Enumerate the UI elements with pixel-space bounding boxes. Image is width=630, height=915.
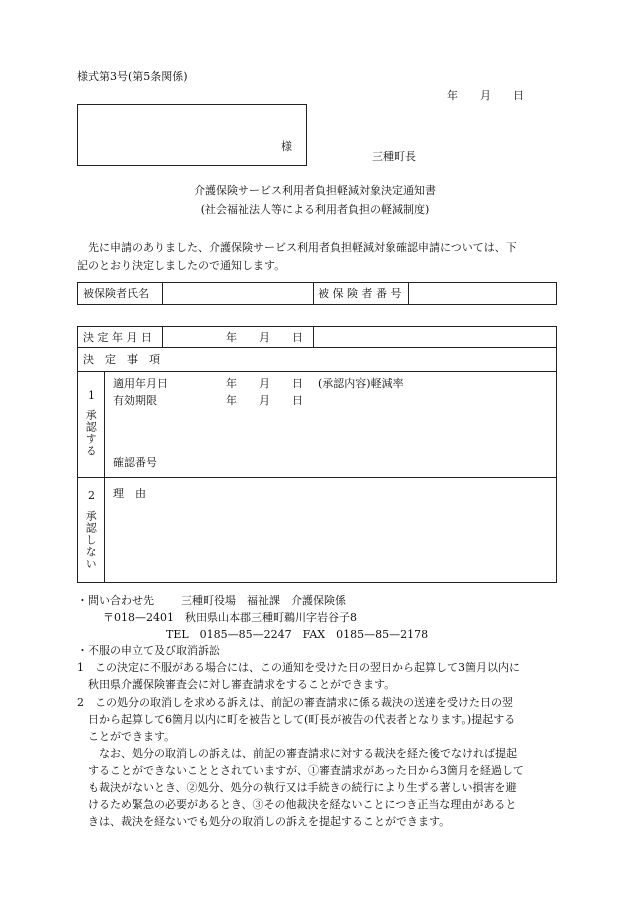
- divider: [313, 283, 314, 304]
- form-number: 様式第3号(第5条関係): [77, 70, 188, 83]
- valid-period-value: 年 月 日: [226, 394, 303, 407]
- divider: [78, 371, 556, 372]
- appeal-p2-line-1: 2 この処分の取消しを求める訴えは、前記の審査請求に係る裁決の送達を受けた日の翌: [77, 696, 513, 709]
- date-line: 年 月 日: [447, 89, 524, 102]
- appeal-p1-line-2: 秋田県介護保険審査会に対し審査請求をすることができます。: [88, 678, 396, 691]
- decision-date-label: 決 定 年 月 日: [83, 331, 152, 344]
- appeal-p3-line-2: することができないこととされていますが、①審査請求があった日から3箇月を経過して: [88, 764, 524, 777]
- decision-table: [77, 326, 557, 583]
- appeal-heading: ・不服の申立て及び取消訴訟: [77, 644, 220, 657]
- appeal-p3-line-4: けるため緊急の必要があるとき、③その他裁決を経ないことにつき正当な理由があると: [88, 798, 517, 811]
- addressee-suffix: 様: [281, 140, 292, 153]
- issuer: 三種町長: [372, 150, 416, 163]
- appeal-p3-line-5: きは、裁決を経ないでも処分の取消しの訴えを提起することができます。: [88, 815, 451, 828]
- divider: [408, 283, 409, 304]
- intro-line-2: 記のとおり決定しましたので通知します。: [77, 259, 286, 272]
- decision-items-label: 決 定 事 項: [83, 353, 160, 366]
- insured-name-label: 被保険者氏名: [83, 287, 149, 300]
- deny-label: 承認しない: [84, 510, 98, 570]
- appeal-p3-line-1: なお、処分の取消しの訴えは、前記の審査請求に対する裁決を経た後でなければ提起: [88, 747, 517, 760]
- start-date-label: 適用年月日: [113, 377, 168, 390]
- appeal-p2-line-3: ことができます。: [88, 730, 176, 743]
- contact-heading: ・問い合わせ先: [77, 594, 154, 607]
- confirmation-number-label: 確認番号: [113, 456, 157, 469]
- valid-period-label: 有効期限: [113, 394, 157, 407]
- reason-label: 理 由: [113, 487, 146, 500]
- contact-office: 三種町役場 福祉課 介護保険係: [181, 594, 346, 607]
- deny-number: 2: [88, 489, 95, 502]
- insured-table: [77, 282, 557, 305]
- document-subtitle: (社会福祉法人等による利用者負担の軽減制度): [200, 203, 430, 216]
- divider: [313, 327, 314, 347]
- appeal-p1-line-1: 1 この決定に不服がある場合には、この通知を受けた日の翌日から起算して3箇月以内に: [77, 661, 520, 674]
- divider: [78, 347, 556, 348]
- insured-number-field[interactable]: [410, 284, 555, 303]
- contact-phone: TEL 0185—85—2247 FAX 0185—85—2178: [166, 628, 429, 641]
- intro-line-1: 先に申請のありました、介護保険サービス利用者負担軽減対象確認申請については、下: [77, 241, 517, 254]
- addressee-box[interactable]: [77, 104, 307, 166]
- divider: [78, 477, 556, 478]
- approve-label: 承認する: [84, 409, 98, 457]
- insured-number-label: 被 保 険 者 番 号: [318, 287, 402, 300]
- insured-name-field[interactable]: [164, 284, 311, 303]
- appeal-p3-line-3: も裁決がないとき、②処分、処分の執行又は手続きの続行により生ずる著しい損害を避: [88, 781, 517, 794]
- divider: [162, 327, 163, 347]
- document-title: 介護保険サービス利用者負担軽減対象決定通知書: [194, 184, 436, 197]
- approve-number: 1: [88, 389, 95, 402]
- contact-address: 〒018—2401 秋田県山本郡三種町鵜川字岩谷子8: [103, 611, 357, 624]
- start-date-value: 年 月 日: [226, 377, 303, 390]
- divider: [162, 283, 163, 304]
- appeal-p2-line-2: 日から起算して6箇月以内に町を被告として(町長が被告の代表者となります。)提起する: [88, 713, 516, 726]
- approval-content-label: (承認内容)軽減率: [318, 377, 404, 390]
- decision-date-value: 年 月 日: [226, 331, 303, 344]
